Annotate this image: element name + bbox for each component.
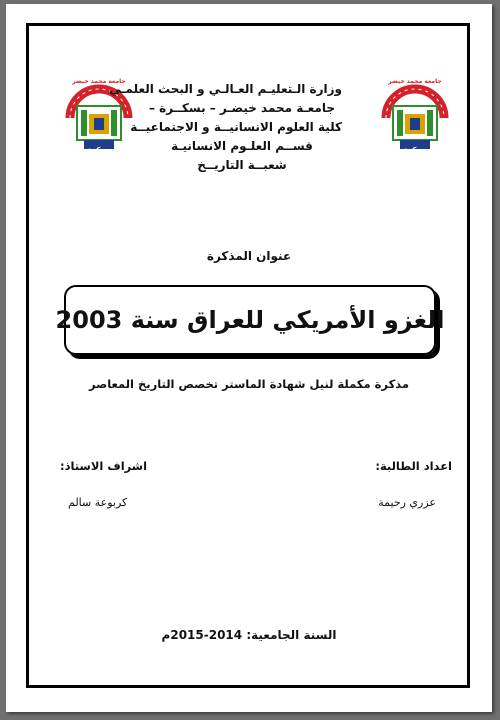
header-department: قســم العلـوم الانسانيـة [171,139,313,153]
header-branch: شعبــة التاريــخ [197,158,287,172]
student-label: اعداد الطالبة: [375,459,452,473]
document-page [6,4,492,712]
thesis-subtitle: مذكرة مكملة لنيل شهادة الماستر تخصص التاريخ المعاصر [88,377,410,391]
header-university: جامعـة محمد خيضـر – بسكــرة – [148,101,336,115]
logo-arc-text: جامعة محمد خيضر [72,78,126,85]
institution-header [109,80,342,175]
thesis-title-box [55,285,445,355]
academic-year: السنة الجامعية: 2014-2015م [161,628,337,642]
header-faculty: كلية العلوم الانسانيــة و الاجتماعيــة [130,120,342,134]
thesis-subject-label: عنوان المذكرة [206,249,292,263]
logo-bottom-text: بسكرة [87,146,111,154]
logo-arc-text: جامعة محمد خيضر [388,78,442,85]
supervisor-name: كربوعة سالم [68,496,128,509]
header-ministry: وزارة الـتعليـم العـالـي و البحث العلمـي [109,82,342,96]
logo-bottom-text: بسكرة [403,146,427,154]
university-logo-right [380,80,450,158]
student-name: عزري رحيمة [378,496,436,509]
supervisor-label: اشراف الاستاذ: [60,459,148,473]
thesis-title: الغزو الأمريكي للعراق سنة 2003 [55,306,445,334]
